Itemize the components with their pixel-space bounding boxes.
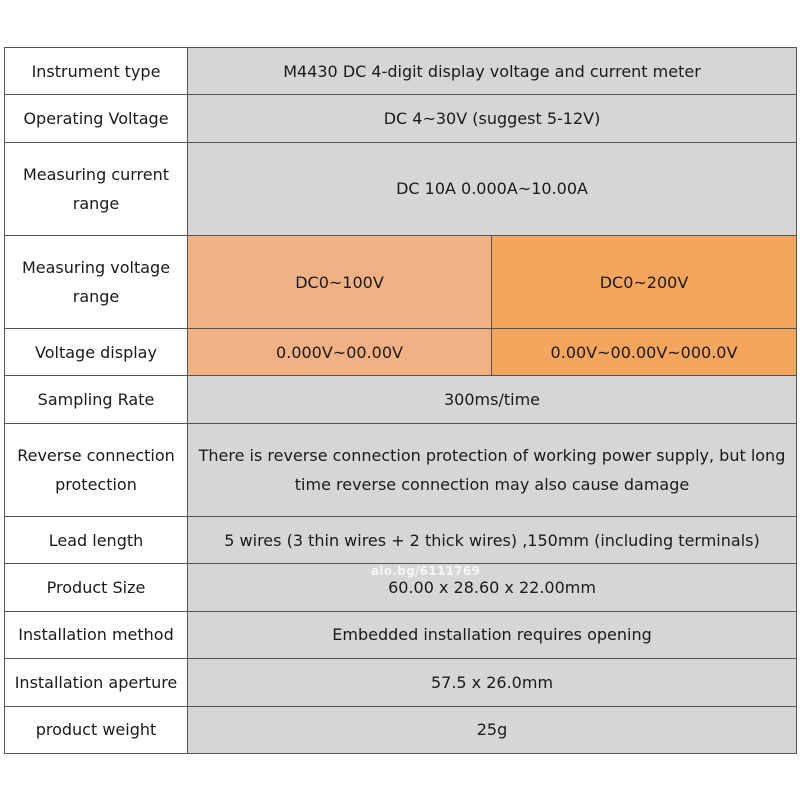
voltage-display-label: Voltage display xyxy=(5,329,188,376)
row-instrument-type xyxy=(5,48,797,95)
operating-voltage-value: DC 4~30V (suggest 5-12V) xyxy=(188,95,797,142)
voltage-display-value-a: 0.000V~00.00V xyxy=(188,329,492,376)
row-reverse-protection xyxy=(5,423,797,516)
spec-table xyxy=(4,47,797,754)
installation-method-label: Installation method xyxy=(5,611,188,658)
current-range-label-line1: Measuring current xyxy=(22,164,170,184)
row-lead-length xyxy=(5,517,797,564)
row-sampling-rate xyxy=(5,376,797,423)
reverse-protection-label-line1: Reverse connection xyxy=(17,445,175,465)
product-size-value: 60.00 x 28.60 x 22.00mm xyxy=(188,564,797,611)
voltage-display-value-b: 0.00V~00.00V~000.0V xyxy=(492,329,797,376)
row-voltage-range xyxy=(5,235,797,328)
current-range-label xyxy=(5,142,188,235)
reverse-protection-label xyxy=(5,423,188,516)
row-voltage-display xyxy=(5,329,797,376)
installation-aperture-value: 57.5 x 26.0mm xyxy=(188,659,797,706)
voltage-range-value-a: DC0~100V xyxy=(188,235,492,328)
sampling-rate-value: 300ms/time xyxy=(188,376,797,423)
watermark-text: alo.bg/6111769 xyxy=(371,564,481,578)
voltage-range-label-line2: range xyxy=(72,287,120,306)
row-current-range xyxy=(5,142,797,235)
voltage-range-label xyxy=(5,235,188,328)
reverse-protection-value-line2: time reverse connection may also cause damage xyxy=(294,474,690,494)
sampling-rate-label: Sampling Rate xyxy=(5,376,188,423)
product-weight-value: 25g xyxy=(188,706,797,753)
instrument-type-value: M4430 DC 4-digit display voltage and current meter xyxy=(188,48,797,95)
lead-length-label: Lead length xyxy=(5,517,188,564)
reverse-protection-label-line2: protection xyxy=(55,474,137,494)
voltage-range-value-b: DC0~200V xyxy=(492,235,797,328)
current-range-label-line2: range xyxy=(72,193,120,213)
row-operating-voltage xyxy=(5,95,797,142)
installation-aperture-label: Installation aperture xyxy=(5,659,188,706)
voltage-range-label-line1: Measuring voltage xyxy=(21,258,171,277)
operating-voltage-label: Operating Voltage xyxy=(5,95,188,142)
lead-length-value: 5 wires (3 thin wires + 2 thick wires) ,150mm (including terminals) xyxy=(188,517,797,564)
instrument-type-label: Instrument type xyxy=(5,48,188,95)
row-product-weight xyxy=(5,706,797,753)
installation-method-value: Embedded installation requires opening xyxy=(188,611,797,658)
row-installation-aperture xyxy=(5,659,797,706)
reverse-protection-value-line1: There is reverse connection protection of working power supply, but long xyxy=(198,445,786,465)
reverse-protection-value xyxy=(188,423,797,516)
row-installation-method xyxy=(5,611,797,658)
product-size-label: Product Size xyxy=(5,564,188,611)
current-range-value: DC 10A 0.000A~10.00A xyxy=(188,142,797,235)
product-weight-label: product weight xyxy=(5,706,188,753)
